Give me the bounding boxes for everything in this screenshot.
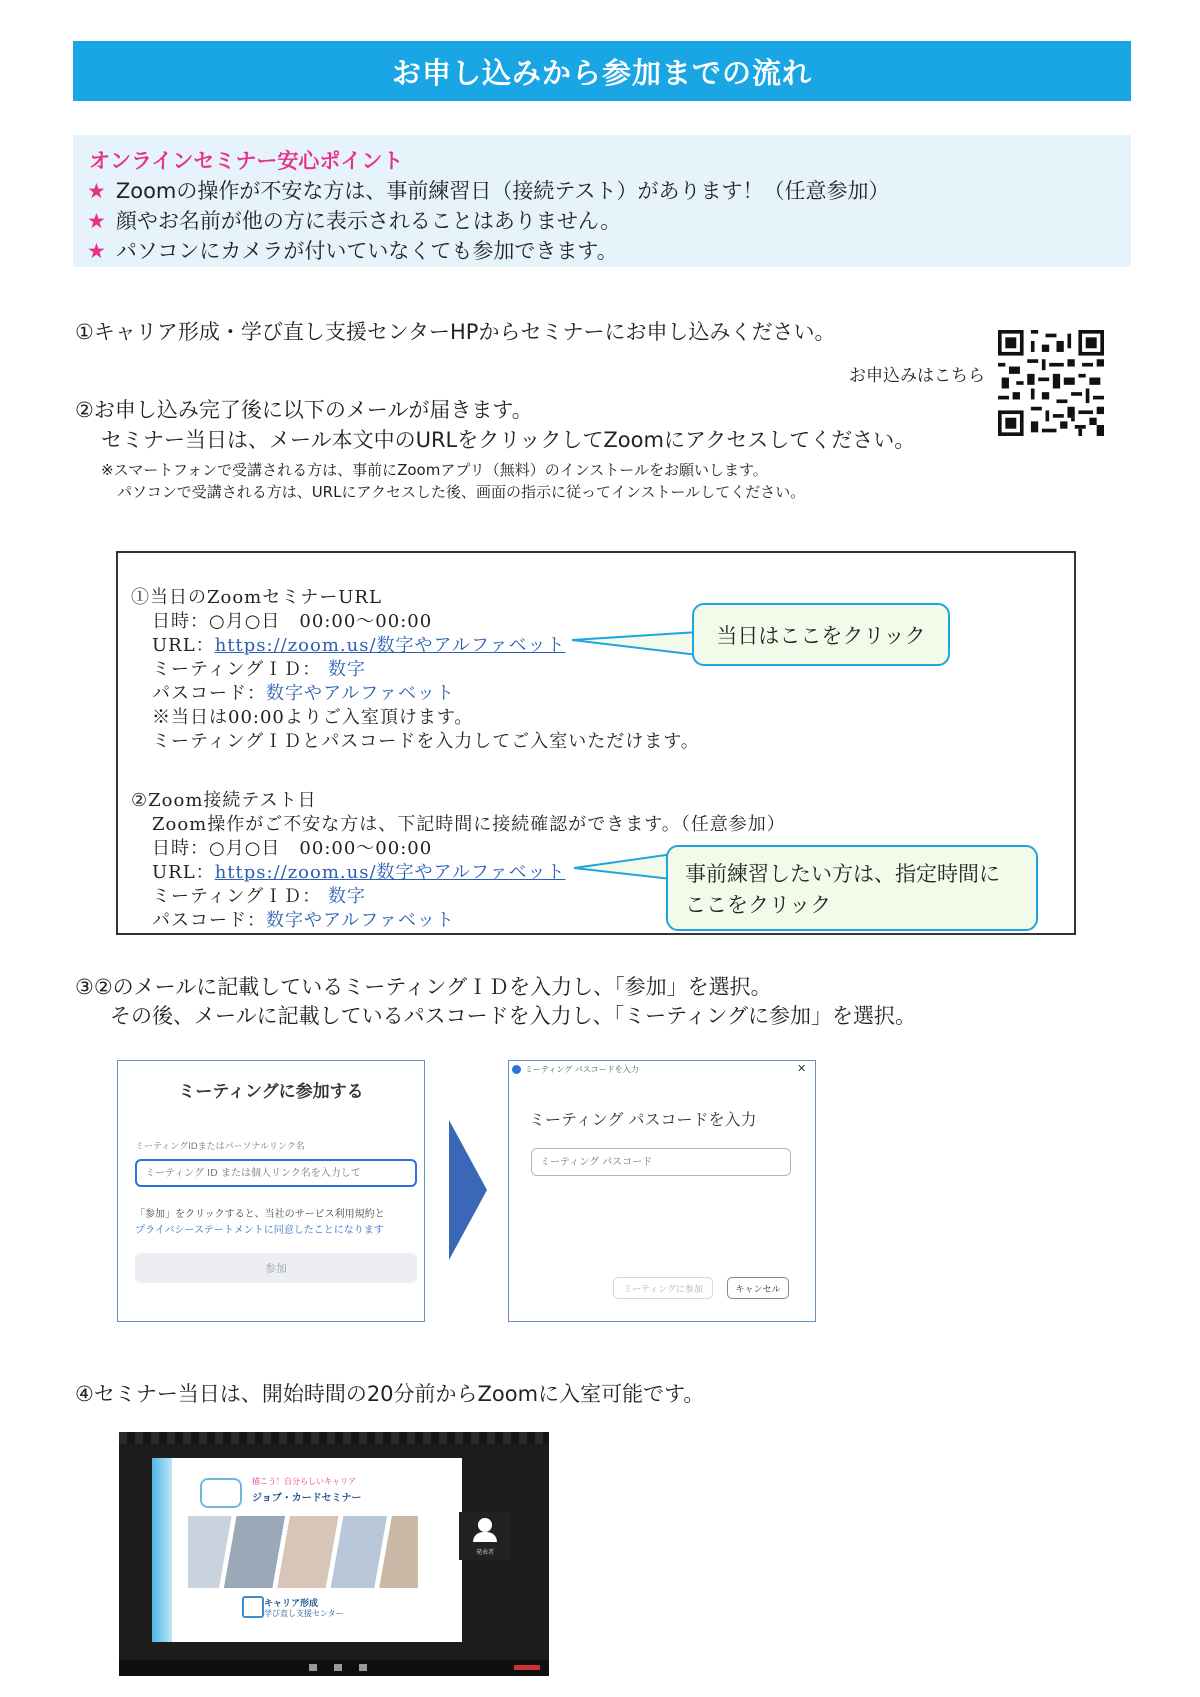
slide-subtitle: 描こう！自分らしいキャリア (252, 1477, 356, 1486)
email-section1-title: ①当日のZoomセミナーURL (131, 587, 382, 608)
card-logo-icon (200, 1478, 242, 1508)
qr-label: お申込みはこちら (849, 366, 985, 386)
star-icon: ★ (87, 239, 106, 263)
zoom-icon (512, 1065, 521, 1074)
step3-line2: その後、メールに記載しているパスコードを入力し、「ミーティングに参加」を選択。 (110, 1004, 916, 1028)
safety-points-title: オンラインセミナー安心ポイント (89, 149, 404, 173)
logo-line1: キャリア形成 (264, 1599, 319, 1609)
terms-line1: 「参加」をクリックすると、当社のサービス利用規約と (135, 1209, 385, 1220)
email-section2-url-row: URL：https://zoom.us/数字やアルファベット (152, 862, 566, 883)
cancel-button[interactable]: キャンセル (727, 1277, 789, 1299)
safety-point: ★ Zoomの操作が不安な方は、事前練習日（接続テスト）があります！（任意参加） (87, 179, 890, 203)
email-section2-desc: Zoom操作がご不安な方は、下記時間に接続確認ができます。（任意参加） (152, 814, 786, 835)
passcode-dialog (508, 1060, 816, 1322)
terms-line2[interactable]: プライバシーステートメントに同意したことになります (135, 1225, 384, 1236)
email-section1-url-row: URL：https://zoom.us/数字やアルファベット (152, 635, 566, 656)
star-icon: ★ (87, 179, 106, 203)
email-section1-id-row: ミーティングＩＤ： 数字 (152, 659, 366, 680)
passcode-window-title: ミーティング パスコードを入力 (525, 1065, 639, 1074)
meeting-id-label: ミーティングIDまたはパーソナルリンク名 (135, 1142, 305, 1152)
step2-line1: ②お申し込み完了後に以下のメールが届きます。 (75, 398, 533, 422)
participants-icon[interactable] (334, 1664, 342, 1671)
step4-text: ④セミナー当日は、開始時間の20分前からZoomに入室可能です。 (75, 1382, 705, 1406)
callout-practice: 事前練習したい方は、指定時間に ここをクリック (666, 845, 1038, 931)
chat-icon[interactable] (359, 1664, 367, 1671)
close-icon[interactable]: ✕ (797, 1062, 807, 1075)
safety-points-box (73, 135, 1131, 267)
leave-button[interactable] (514, 1665, 540, 1670)
presenter-tile (459, 1512, 511, 1560)
page-title: お申し込みから参加までの流れ (73, 41, 1131, 101)
safety-point: ★ 顔やお名前が他の方に表示されることはありません。 (87, 209, 622, 233)
safety-point: ★ パソコンにカメラが付いていなくても参加できます。 (87, 239, 618, 263)
passcode-input[interactable] (531, 1148, 791, 1176)
center-logo-icon (242, 1596, 264, 1618)
presenter-label: 発表者 (475, 1549, 494, 1556)
step2-note2: パソコンで受講される方は、URLにアクセスした後、画面の指示に従ってインストールしてください。 (117, 483, 806, 501)
email-section2-title: ②Zoom接続テスト日 (131, 790, 317, 811)
seminar-url-link[interactable]: https://zoom.us/数字やアルファベット (214, 635, 566, 656)
email-section1-note1: ※当日は00:00よりご入室頂けます。 (152, 707, 474, 728)
meeting-id-input[interactable] (135, 1159, 417, 1187)
join-meeting-dialog (117, 1060, 425, 1322)
passcode-heading: ミーティング パスコードを入力 (529, 1110, 757, 1129)
email-section1-date: 日時：○月○日 00:00～00:00 (152, 611, 433, 632)
join-button[interactable]: 参加 (135, 1253, 417, 1283)
qr-code-icon[interactable] (998, 330, 1104, 436)
email-section2-id-row: ミーティングＩＤ： 数字 (152, 886, 366, 907)
email-section1-note2: ミーティングＩＤとパスコードを入力してご入室いただけます。 (152, 731, 700, 752)
arrow-right-icon (449, 1120, 487, 1260)
mic-icon[interactable] (309, 1664, 317, 1671)
callout1-pointer (570, 600, 700, 670)
test-url-link[interactable]: https://zoom.us/数字やアルファベット (214, 862, 566, 883)
email-section2-date: 日時：○月○日 00:00～00:00 (152, 838, 433, 859)
step2-line2: セミナー当日は、メール本文中のURLをクリックしてZoomにアクセスしてください。 (101, 428, 916, 452)
people-photo (188, 1516, 418, 1588)
step1-text: ①キャリア形成・学び直し支援センターHPからセミナーにお申し込みください。 (75, 320, 836, 344)
seminar-slide (152, 1458, 462, 1642)
person-icon (478, 1518, 492, 1532)
join-dialog-title: ミーティングに参加する (178, 1082, 364, 1102)
callout-today: 当日はここをクリック (692, 603, 950, 666)
join-meeting-button[interactable]: ミーティングに参加 (613, 1277, 713, 1299)
email-section2-pass-row: パスコード：数字やアルファベット (152, 910, 455, 931)
slide-title: ジョブ・カードセミナー (252, 1493, 362, 1504)
star-icon: ★ (87, 209, 106, 233)
step3-line1: ③②のメールに記載しているミーティングＩＤを入力し、「参加」を選択。 (75, 975, 772, 999)
logo-line2: 学び直し支援センター (264, 1609, 344, 1618)
step2-note1: ※スマートフォンで受講される方は、事前にZoomアプリ（無料）のインストールをお願いします。 (101, 461, 768, 479)
zoom-toolbar (119, 1660, 549, 1676)
email-section1-pass-row: パスコード：数字やアルファベット (152, 683, 455, 704)
zoom-screen-image (119, 1432, 549, 1676)
